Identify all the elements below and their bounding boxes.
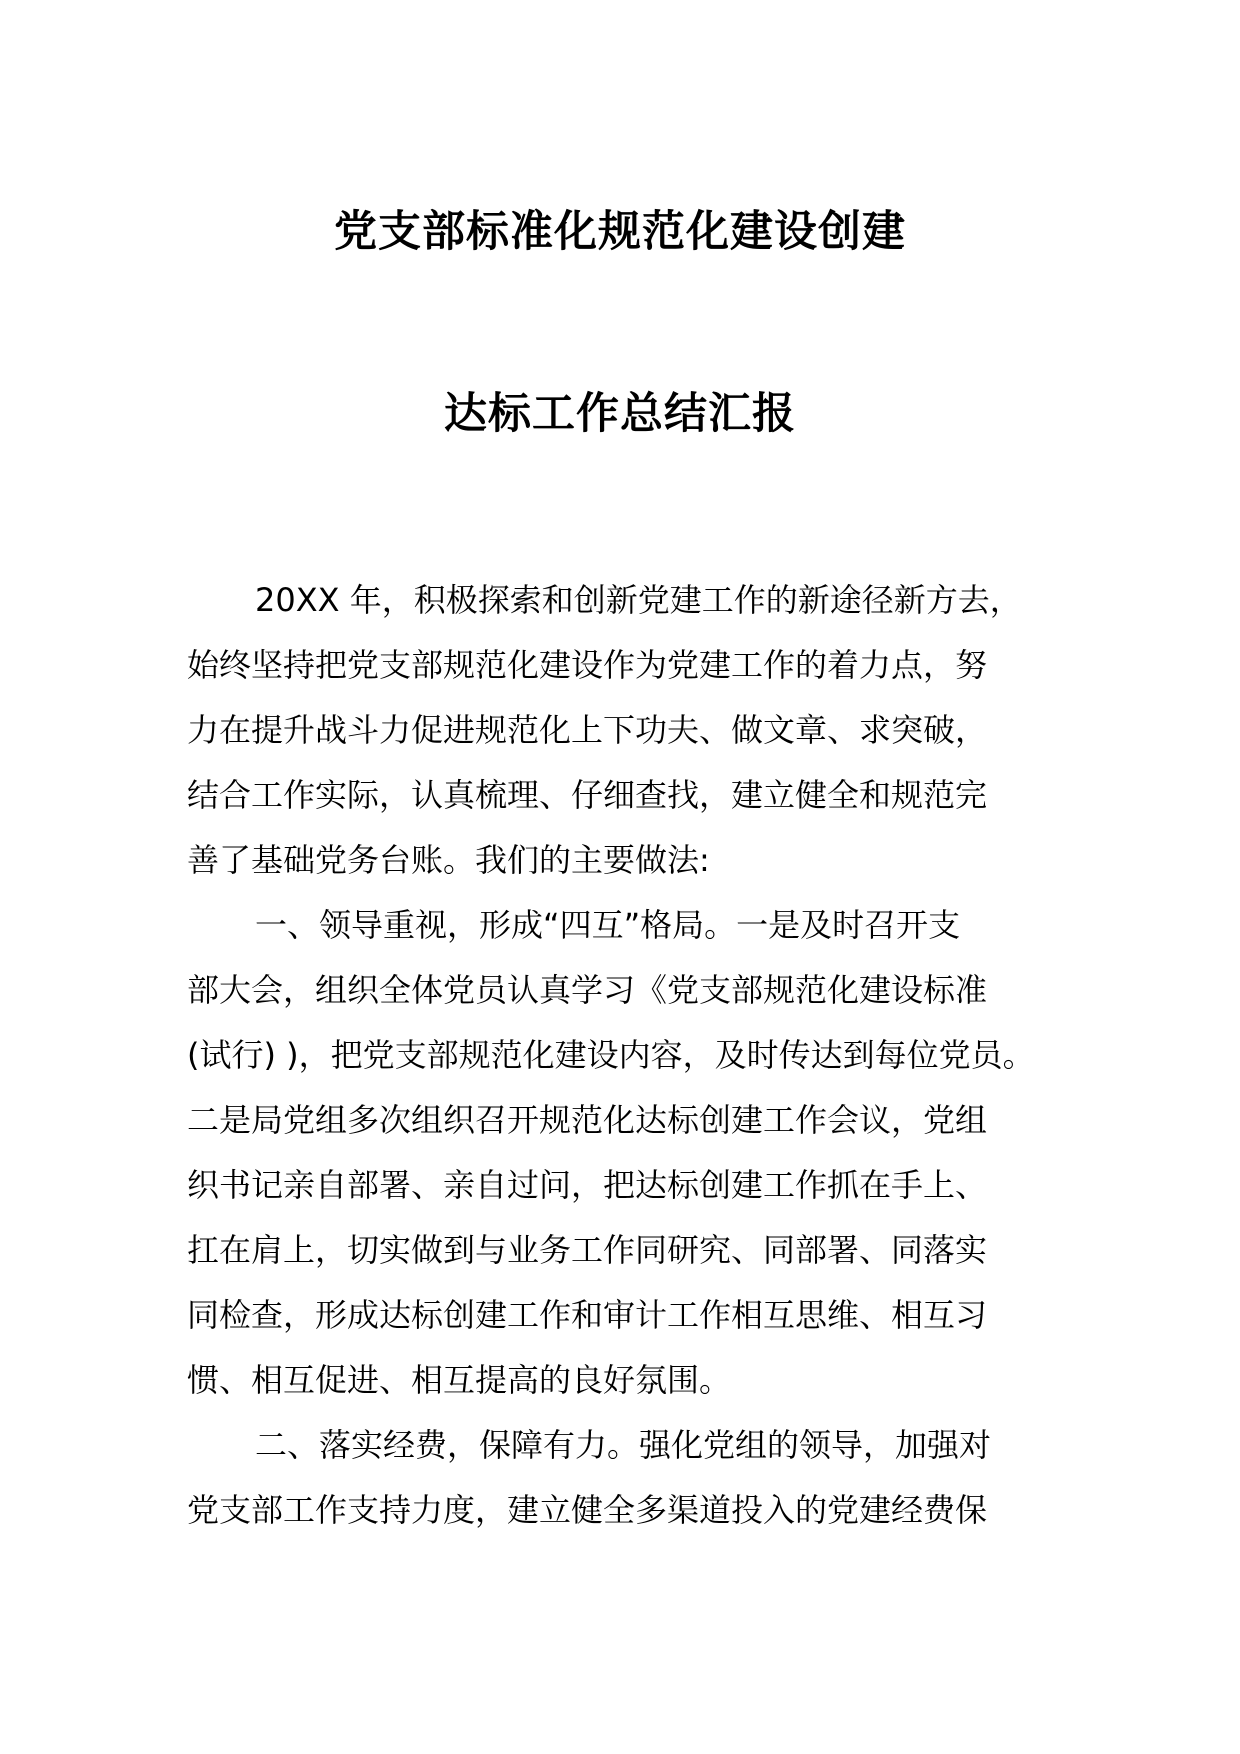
body-line: 扛在肩上，切实做到与业务工作同研究、同部署、同落实 xyxy=(187,1231,988,1269)
document-title-line-2: 达标工作总结汇报 xyxy=(444,389,796,439)
body-line: 同检查，形成达标创建工作和审计工作相互思维、相互习 xyxy=(187,1296,988,1334)
body-line: 二是局党组多次组织召开规范化达标创建工作会议，党组 xyxy=(187,1101,988,1139)
body-line: 结合工作实际，认真梳理、仔细查找，建立健全和规范完 xyxy=(187,776,988,814)
body-line: 织书记亲自部署、亲自过问，把达标创建工作抓在手上、 xyxy=(187,1166,988,1204)
body-line: 善了基础党务台账。我们的主要做法: xyxy=(187,841,710,879)
body-line: 力在提升战斗力促进规范化上下功夫、做文章、求突破， xyxy=(187,711,988,749)
body-line: 始终坚持把党支部规范化建设作为党建工作的着力点，努 xyxy=(187,646,988,684)
body-line: 20XX 年，积极探索和创新党建工作的新途径新方去， xyxy=(255,581,1022,619)
body-line: 党支部工作支持力度，建立健全多渠道投入的党建经费保 xyxy=(187,1491,988,1529)
body-line: 惯、相互促进、相互提高的良好氛围。 xyxy=(187,1361,732,1399)
body-line: 一、领导重视，形成“四互”格局。一是及时召开支 xyxy=(255,906,961,944)
body-line: (试行) )，把党支部规范化建设内容，及时传达到每位党员。 xyxy=(187,1036,1035,1074)
body-line: 部大会，组织全体党员认真学习《党支部规范化建设标准 xyxy=(187,971,988,1009)
body-line: 二、落实经费，保障有力。强化党组的领导，加强对 xyxy=(255,1426,992,1464)
document-body xyxy=(187,568,1053,1543)
document-title-line-1: 党支部标准化规范化建设创建 xyxy=(334,207,906,257)
